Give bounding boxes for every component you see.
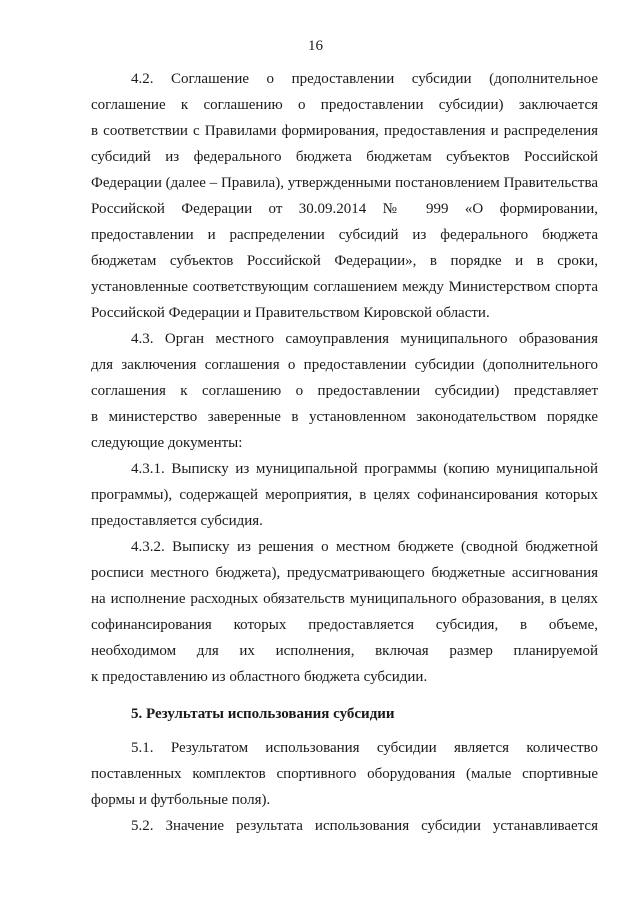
- text-line: следующие документы:: [91, 435, 243, 451]
- text-line: в министерство заверенные в установленном законодательством порядке: [91, 409, 598, 425]
- text-line: Российской Федерации и Правительством Кировской области.: [91, 305, 490, 321]
- text-line: на исполнение расходных обязательств муниципального образования, в целях: [91, 591, 598, 607]
- text-line: 5.2. Значение результата использования субсидии устанавливается: [131, 818, 598, 834]
- text-line: Российской Федерации от 30.09.2014 № 999 «О формировании,: [91, 201, 598, 217]
- text-line: соглашения к соглашению о предоставлении субсидии) представляет: [91, 383, 598, 399]
- text-line: 4.3. Орган местного самоуправления муниципального образования: [131, 331, 598, 347]
- text-line: установленные соответствующим соглашением между Министерством спорта: [91, 279, 598, 295]
- text-line: 4.3.2. Выписку из решения о местном бюджете (сводной бюджетной: [131, 539, 598, 555]
- text-line: для заключения соглашения о предоставлении субсидии (дополнительного: [91, 357, 598, 373]
- text-line: в соответствии с Правилами формирования, предоставления и распределения: [91, 123, 598, 139]
- text-line: предоставлении и распределении субсидий из федерального бюджета: [91, 227, 598, 243]
- text-line: Федерации (далее – Правила), утвержденными постановлением Правительства: [91, 175, 598, 191]
- text-line: формы и футбольные поля).: [91, 792, 271, 808]
- section-heading: 5. Результаты использования субсидии: [131, 706, 395, 722]
- text-line: 5.1. Результатом использования субсидии является количество: [131, 740, 598, 756]
- text-line: бюджетам субъектов Российской Федерации», в порядке и в сроки,: [91, 253, 598, 269]
- text-line: 4.3.1. Выписку из муниципальной программы (копию муниципальной: [131, 461, 598, 477]
- text-line: субсидий из федерального бюджета бюджетам субъектов Российской: [91, 149, 598, 165]
- text-line: программы), содержащей мероприятия, в целях софинансирования которых: [91, 487, 598, 503]
- text-line: предоставляется субсидия.: [91, 513, 263, 529]
- text-line: необходимом для их исполнения, включая размер планируемой: [91, 643, 598, 659]
- text-line: поставленных комплектов спортивного оборудования (малые спортивные: [91, 766, 598, 782]
- text-line: 4.2. Соглашение о предоставлении субсидии (дополнительное: [131, 71, 598, 87]
- text-line: соглашение к соглашению о предоставлении субсидии) заключается: [91, 97, 598, 113]
- text-line: росписи местного бюджета), предусматривающего бюджетные ассигнования: [91, 565, 598, 581]
- text-line: к предоставлению из областного бюджета субсидии.: [91, 669, 428, 685]
- text-line: софинансирования которых предоставляется субсидия, в объеме,: [91, 617, 598, 633]
- page-number: 16: [308, 38, 323, 54]
